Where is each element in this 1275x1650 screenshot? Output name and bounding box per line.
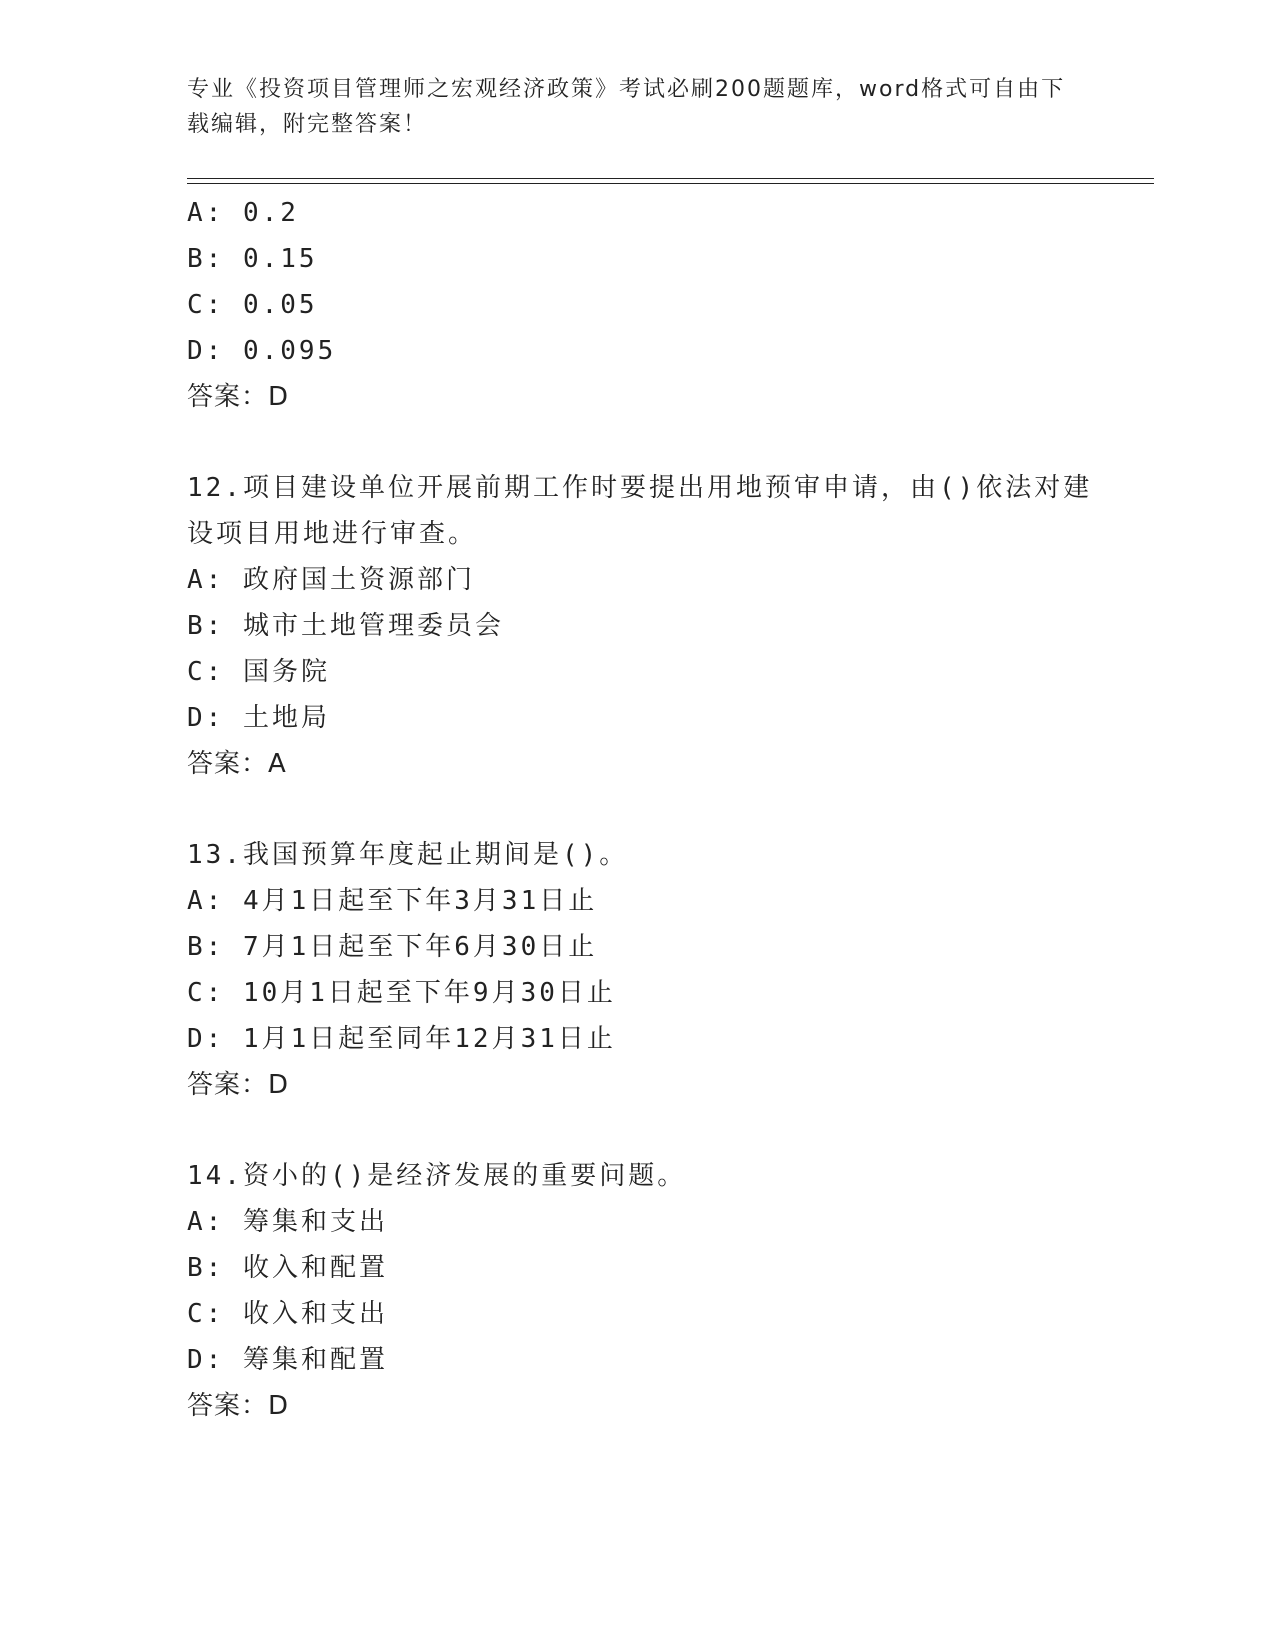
- question-block-11: [187, 190, 1147, 420]
- option-b: B: 7月1日起至下年6月30日止: [187, 932, 598, 962]
- answer-line: 答案：D: [187, 1070, 290, 1100]
- option-a: A: 筹集和支出: [187, 1207, 388, 1237]
- option-c: C: 0.05: [187, 290, 318, 320]
- answer-line: 答案：D: [187, 1391, 290, 1421]
- document-header: 专业《投资项目管理师之宏观经济政策》考试必刷200题题库，word格式可自由下载编辑，附完整答案！: [187, 77, 1066, 137]
- answer-line: 答案：A: [187, 749, 287, 779]
- option-b: B: 0.15: [187, 244, 318, 274]
- option-b: B: 城市土地管理委员会: [187, 611, 504, 641]
- option-d: D: 土地局: [187, 703, 330, 733]
- question-stem: 12.项目建设单位开展前期工作时要提出用地预审申请，由()依法对建: [187, 473, 1093, 503]
- answer-line: 答案：D: [187, 382, 290, 412]
- option-a: A: 4月1日起至下年3月31日止: [187, 886, 598, 916]
- question-block-14: [187, 1153, 1147, 1429]
- option-d: D: 筹集和配置: [187, 1345, 388, 1375]
- option-d: D: 1月1日起至同年12月31日止: [187, 1024, 616, 1054]
- header-rule-bottom: [187, 183, 1154, 184]
- option-a: A: 0.2: [187, 198, 299, 228]
- option-a: A: 政府国土资源部门: [187, 565, 475, 595]
- question-stem: 14.资小的()是经济发展的重要问题。: [187, 1161, 687, 1191]
- option-d: D: 0.095: [187, 336, 337, 366]
- header-rule-top: [187, 178, 1154, 179]
- question-list: [187, 190, 1147, 1429]
- question-block-13: [187, 832, 1147, 1108]
- question-block-12: [187, 465, 1147, 787]
- question-stem: 13.我国预算年度起止期间是()。: [187, 840, 629, 870]
- option-c: C: 国务院: [187, 657, 330, 687]
- option-b: B: 收入和配置: [187, 1253, 388, 1283]
- option-c: C: 收入和支出: [187, 1299, 388, 1329]
- option-c: C: 10月1日起至下年9月30日止: [187, 978, 616, 1008]
- question-stem-continued: 设项目用地进行审查。: [187, 519, 478, 549]
